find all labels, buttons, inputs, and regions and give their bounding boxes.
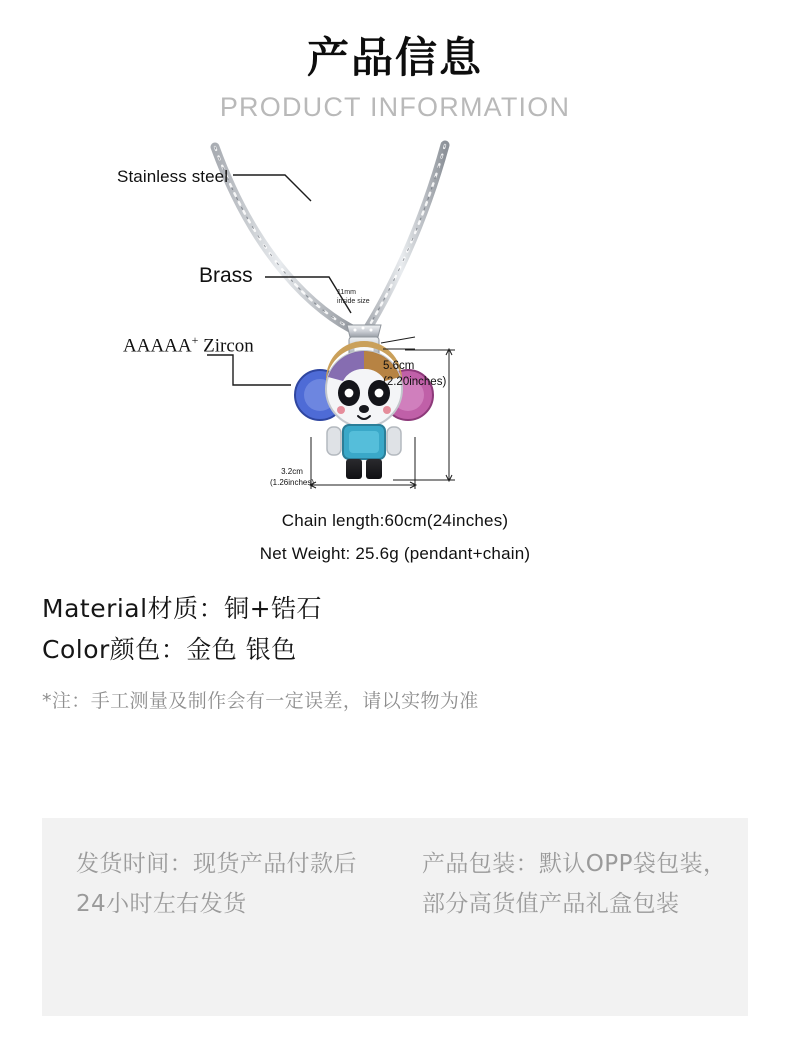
diagram-spec-lines — [115, 505, 675, 570]
product-diagram — [115, 137, 675, 567]
label-zircon-plus: + — [191, 333, 199, 348]
label-height — [383, 359, 446, 390]
spec-net-weight: Net Weight: 25.6g (pendant+chain) — [259, 543, 531, 563]
label-zircon-grade: AAAAA — [123, 335, 192, 357]
measurement-note: *注：手工测量及制作会有一定误差，请以实物为准 — [42, 690, 479, 713]
chain-graphic — [215, 145, 445, 332]
label-width — [270, 467, 314, 488]
height-value-inches: (2.20inches) — [383, 375, 447, 388]
label-zircon — [123, 333, 254, 357]
label-zircon-word: Zircon — [203, 335, 254, 357]
material-row: Material材质：铜+锆石 — [42, 594, 323, 624]
page-header — [0, 0, 790, 123]
inside-size-pointer — [381, 337, 415, 349]
necklace-illustration — [115, 137, 675, 497]
page-title-en: PRODUCT INFORMATION — [219, 92, 571, 123]
inside-size-value: 11mm — [337, 289, 356, 297]
label-brass: Brass — [199, 264, 253, 288]
inside-size-caption: inside size — [337, 297, 370, 305]
label-stainless-steel: Stainless steel — [117, 167, 229, 187]
height-value-cm: 5.6cm — [383, 360, 415, 373]
width-value-cm: 3.2cm — [281, 467, 303, 477]
label-inside-size — [337, 289, 370, 306]
width-value-inches: (1.26inches) — [270, 477, 315, 487]
shipping-time-text: 发货时间：现货产品付款后24小时左右发货 — [76, 851, 357, 918]
shipping-packaging-panel — [42, 818, 748, 1016]
material-block — [42, 589, 790, 670]
color-row: Color颜色：金色 银色 — [42, 634, 297, 664]
spec-chain-length: Chain length:60cm(24inches) — [281, 511, 509, 531]
page-title-cn: 产品信息 — [306, 33, 483, 82]
packaging-text: 产品包装：默认OPP袋包装，部分高货值产品礼盒包装 — [422, 851, 727, 918]
